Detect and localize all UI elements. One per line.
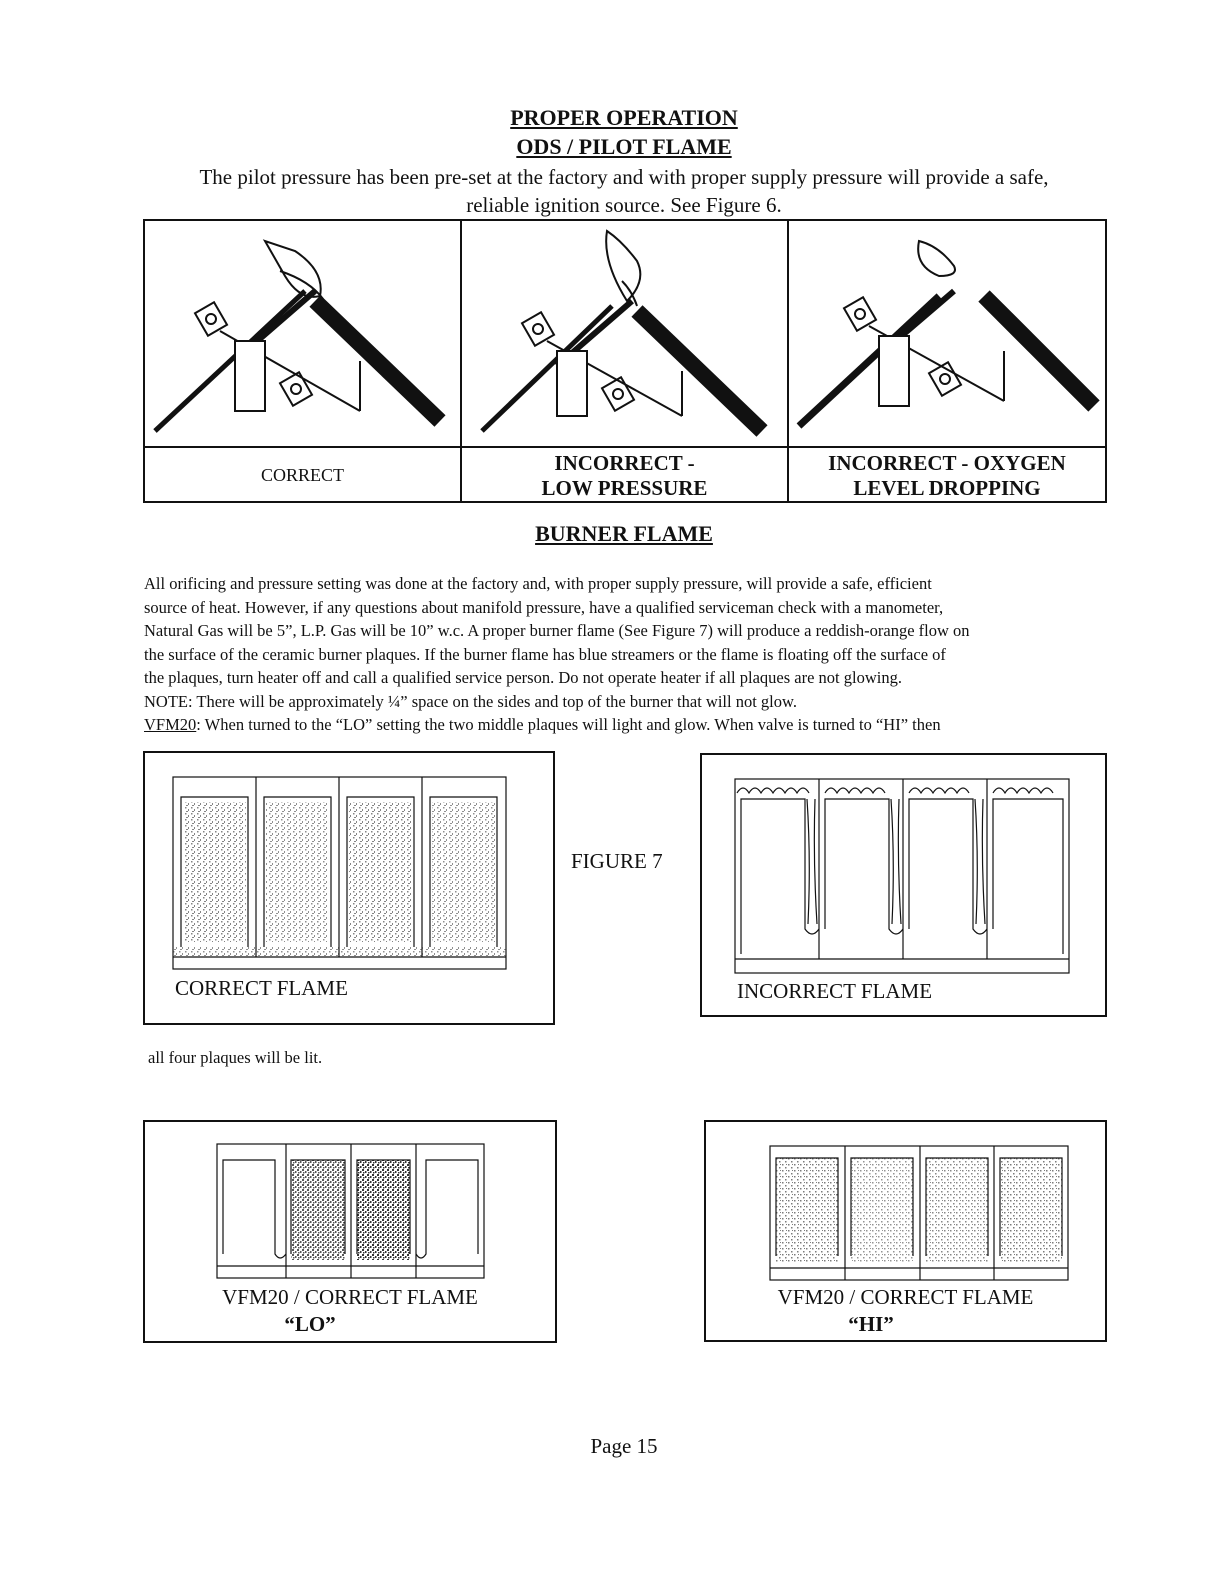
vfm-model-label: VFM20 <box>144 715 197 734</box>
vfm-line <box>144 713 1114 737</box>
continuation-text: all four plaques will be lit. <box>148 1048 323 1067</box>
intro-line-2: reliable ignition source. See Figure 6. <box>466 193 782 217</box>
pilot-label-oxygen-dropping <box>789 448 1105 503</box>
correct-flame-box <box>143 751 555 1025</box>
page-number: Page 15 <box>590 1434 658 1458</box>
correct-flame-caption: CORRECT FLAME <box>175 976 348 1000</box>
burner-plaques-incorrect <box>735 779 1071 975</box>
vfm20-lo-setting: “LO” <box>284 1312 336 1336</box>
section-title-burner-flame: BURNER FLAME <box>535 521 713 546</box>
pilot-label-low-pressure <box>462 448 787 503</box>
vfm-text: : When turned to the “LO” setting the two middle plaques will light and glow. When valve is turned to “HI” then <box>196 715 941 734</box>
pilot-label-oxygen-line1: INCORRECT - OXYGEN <box>828 450 1066 475</box>
section-title-pilot-flame: ODS / PILOT FLAME <box>516 134 732 159</box>
page-title: PROPER OPERATION <box>510 105 738 130</box>
burner-line: Natural Gas will be 5”, L.P. Gas will be 10” w.c. A proper burner flame (See Figure 7) will produce a reddish-orange flow on <box>144 621 970 640</box>
burner-note: NOTE: There will be approximately ¼” space on the sides and top of the burner that will not glow. <box>144 691 797 711</box>
pilot-label-correct <box>145 448 460 503</box>
burner-plaques-hi <box>770 1146 1072 1286</box>
burner-plaques-lo <box>217 1144 487 1284</box>
burner-line: the surface of the ceramic burner plaques. If the burner flame has blue streamers or the flame is floating off the surface of <box>144 644 946 664</box>
burner-line: All orificing and pressure setting was done at the factory and, with proper supply pressure, will provide a safe, efficient <box>144 574 932 593</box>
burner-line: source of heat. However, if any questions about manifold pressure, have a qualified serviceman check with a manometer, <box>144 597 944 617</box>
incorrect-flame-box <box>700 753 1107 1017</box>
burner-plaques-correct <box>173 777 507 973</box>
vfm20-hi-setting: “HI” <box>848 1312 894 1336</box>
vfm20-hi-caption: VFM20 / CORRECT FLAME <box>777 1285 1034 1309</box>
burner-line: the plaques, turn heater off and call a qualified service person. Do not operate heater if all plaques are not glowing. <box>144 668 902 687</box>
pilot-label-low-pressure-line2: LOW PRESSURE <box>541 475 708 500</box>
burner-paragraph <box>144 572 1114 737</box>
pilot-drawing-correct <box>145 221 460 446</box>
pilot-drawing-oxygen-dropping <box>789 221 1105 446</box>
pilot-flame-figure <box>143 219 1107 503</box>
figure-7-label: FIGURE 7 <box>571 849 663 873</box>
intro-line-1: The pilot pressure has been pre-set at the factory and with proper supply pressure will provide a safe, <box>199 165 1049 189</box>
vfm20-lo-box <box>143 1120 557 1343</box>
pilot-label-oxygen-line2: LEVEL DROPPING <box>853 475 1041 500</box>
vfm20-hi-box <box>704 1120 1107 1342</box>
pilot-drawing-low-pressure <box>462 221 787 446</box>
pilot-label-low-pressure-line1: INCORRECT - <box>554 450 695 475</box>
incorrect-flame-caption: INCORRECT FLAME <box>737 979 933 1003</box>
vfm20-lo-caption: VFM20 / CORRECT FLAME <box>222 1285 478 1309</box>
pilot-label-correct-text: CORRECT <box>260 465 344 485</box>
